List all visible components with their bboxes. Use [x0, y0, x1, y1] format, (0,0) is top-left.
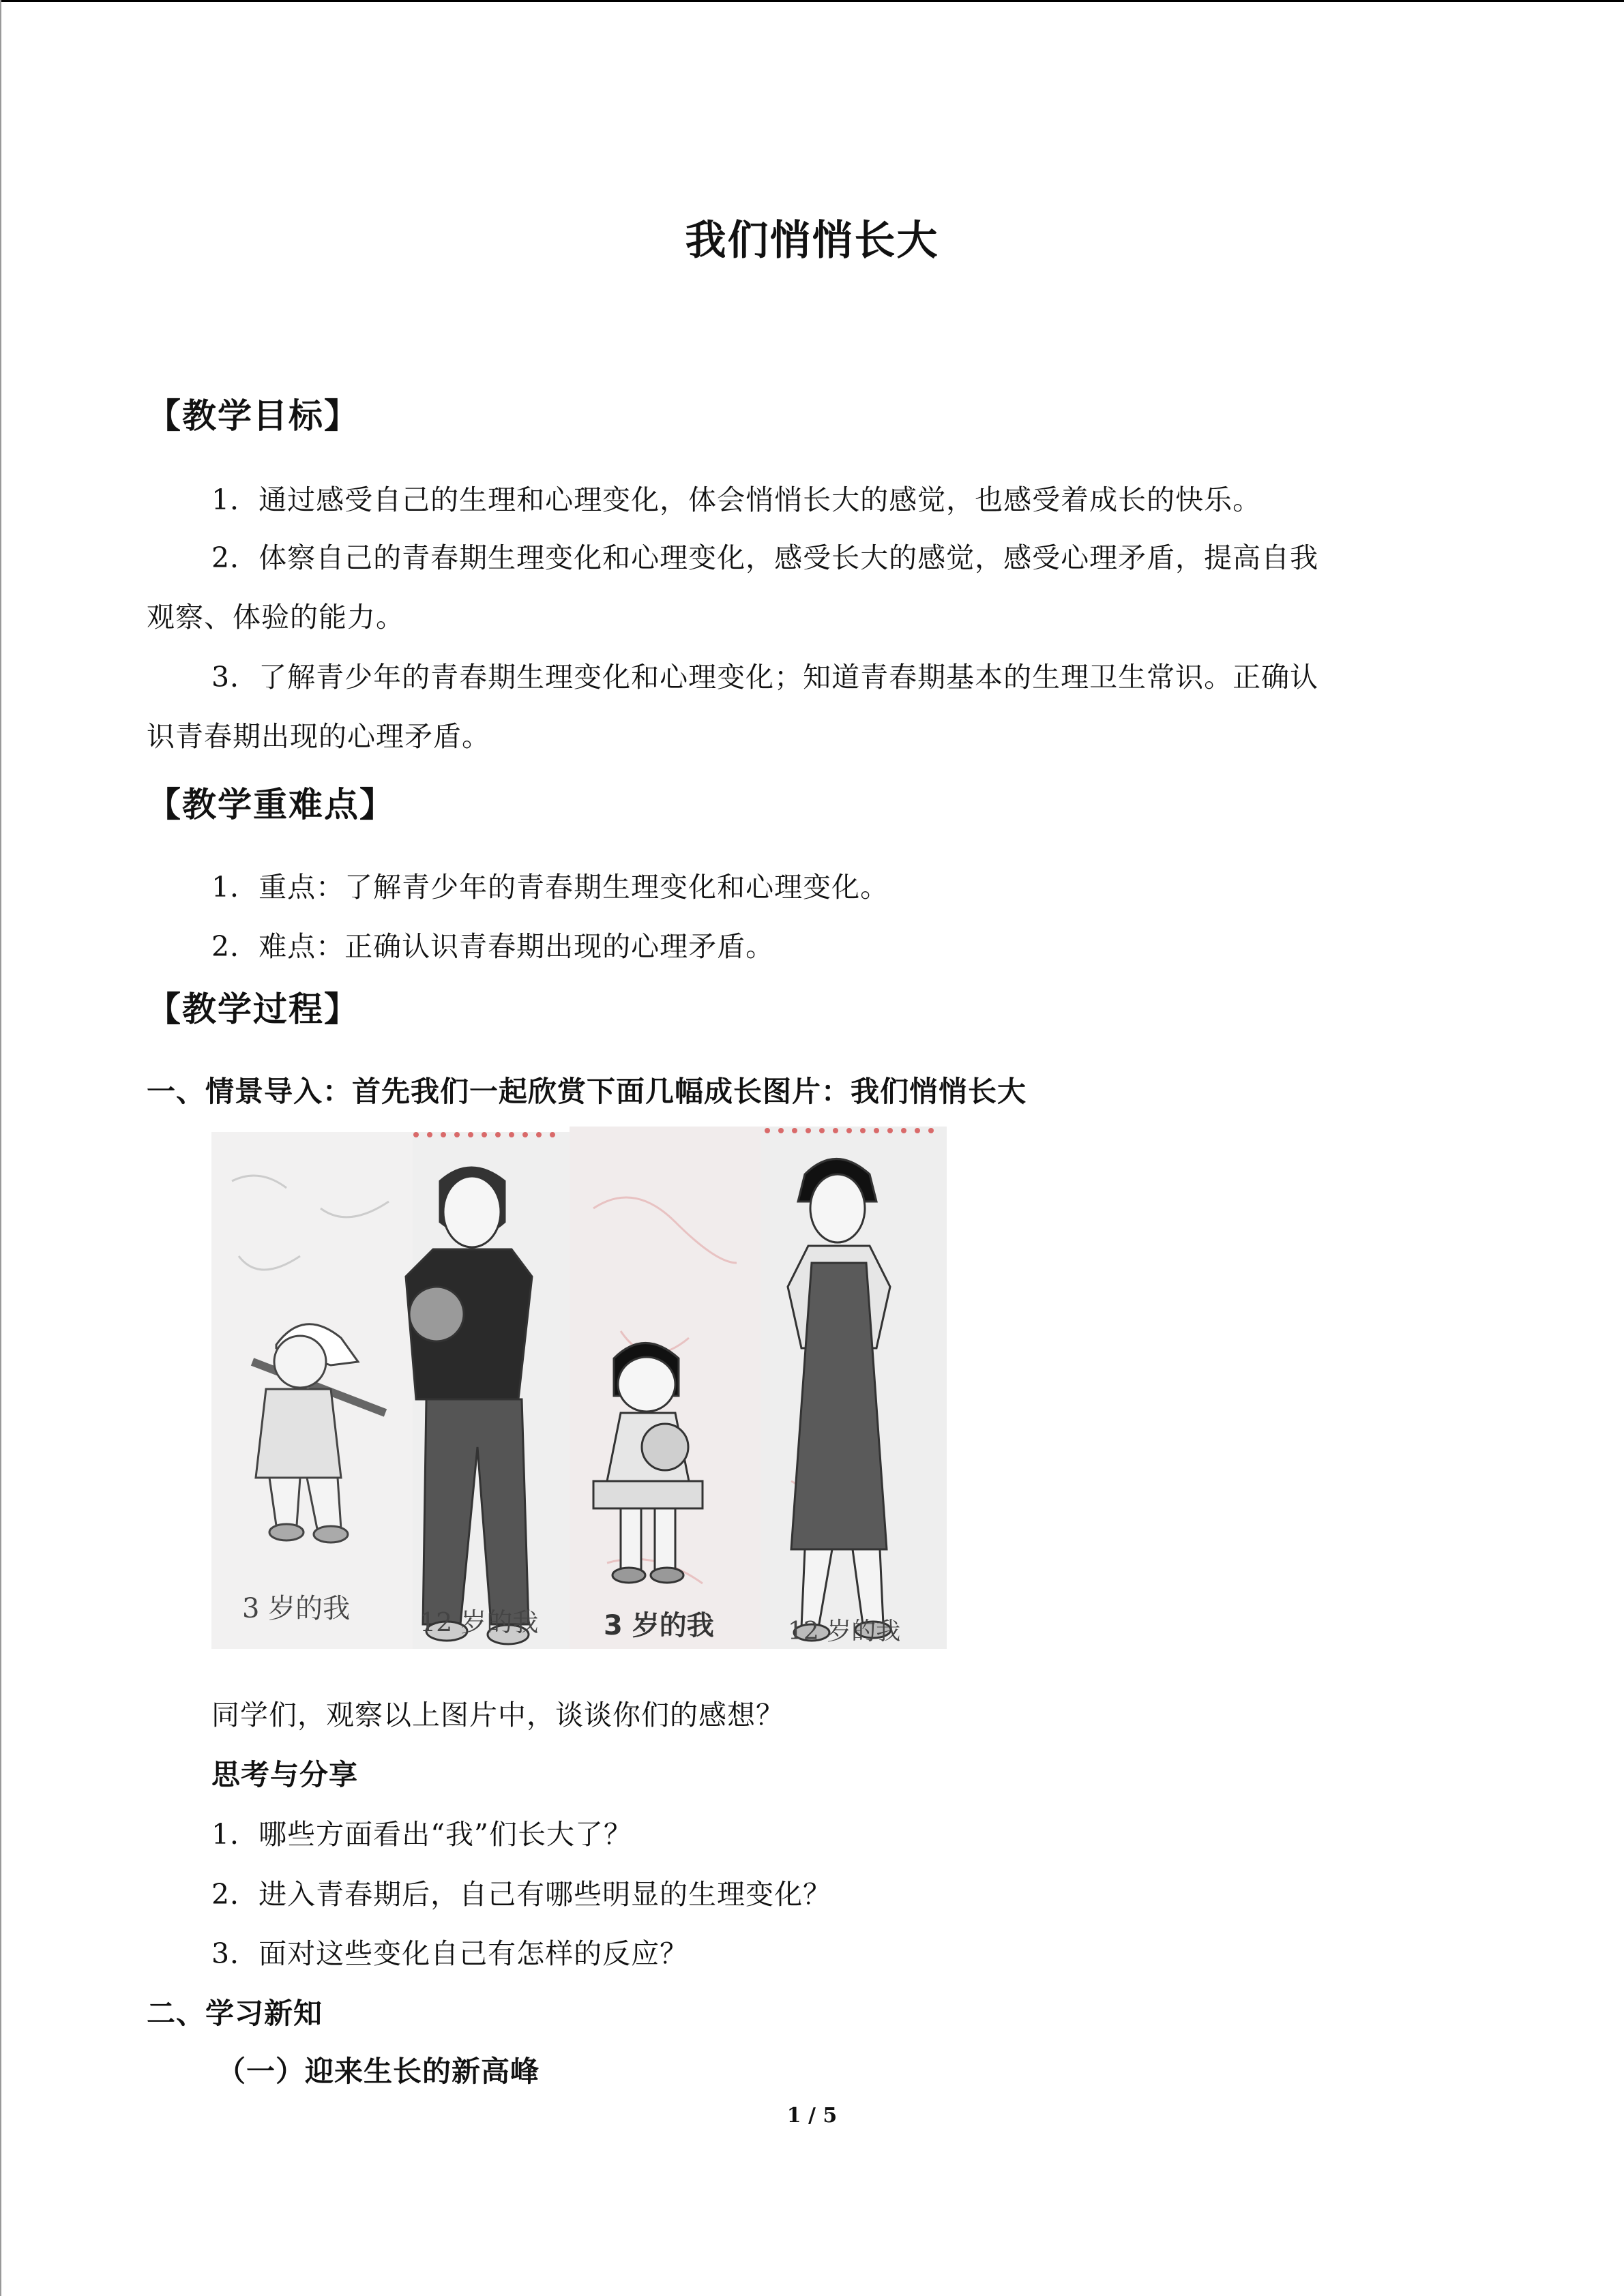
intro-heading: 一、情景导入：首先我们一起欣赏下面几幅成长图片：我们悄悄长大 [147, 1075, 1027, 1108]
objective-2-cont: 观察、体验的能力。 [147, 601, 404, 633]
growth-illustration [211, 1127, 947, 1649]
objectives-heading: 【教学目标】 [147, 396, 359, 436]
page-edge [0, 0, 1, 2296]
objective-1: 1．通过感受自己的生理和心理变化，体会悄悄长大的感觉，也感受着成长的快乐。 [211, 483, 1262, 516]
caption-12yo-girl: 12 岁的我 [788, 1617, 901, 1645]
key-point-2: 2．难点：正确认识青春期出现的心理矛盾。 [211, 930, 775, 963]
caption-3yo-girl: 3 岁的我 [604, 1610, 714, 1641]
process-heading: 【教学过程】 [147, 989, 359, 1029]
key-points-heading: 【教学重难点】 [147, 785, 395, 824]
page-number: 1 / 5 [786, 2104, 838, 2128]
caption-12yo-boy: 12 岁的我 [419, 1607, 539, 1637]
top-border [0, 0, 1624, 2]
question-3: 3．面对这些变化自己有怎样的反应？ [211, 1937, 689, 1970]
sub-heading-growth: （一）迎来生长的新高峰 [217, 2055, 540, 2088]
objective-3: 3．了解青少年的青春期生理变化和心理变化；知道青春期基本的生理卫生常识。正确认 [211, 661, 1319, 694]
new-knowledge-heading: 二、学习新知 [147, 1997, 323, 2030]
observe-prompt: 同学们，观察以上图片中，谈谈你们的感想？ [211, 1699, 784, 1731]
think-heading: 思考与分享 [211, 1758, 359, 1791]
page-title: 我们悄悄长大 [685, 217, 939, 265]
question-2: 2．进入青春期后，自己有哪些明显的生理变化？ [211, 1878, 832, 1911]
objective-2: 2．体察自己的青春期生理变化和心理变化，感受长大的感觉，感受心理矛盾，提高自我 [211, 541, 1319, 574]
objective-3-cont: 识青春期出现的心理矛盾。 [147, 720, 490, 753]
question-1: 1．哪些方面看出“我”们长大了？ [211, 1818, 633, 1851]
caption-3yo-boy: 3 岁的我 [242, 1593, 351, 1624]
key-point-1: 1．重点：了解青少年的青春期生理变化和心理变化。 [211, 871, 889, 904]
